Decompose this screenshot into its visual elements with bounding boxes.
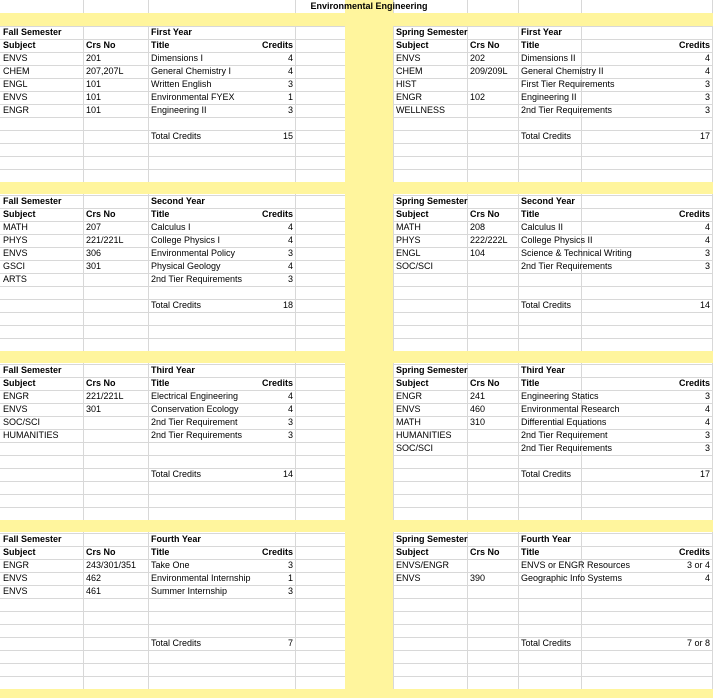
course-credits: 4 [287,235,293,245]
course-number: 241 [470,391,486,401]
title-header: Title [151,40,170,50]
total-credits-value: 7 or 8 [686,638,710,648]
credits-header: Credits [678,40,710,50]
year-label: Fourth Year [151,534,201,544]
course-subject: ENGR [3,560,30,570]
course-subject: MATH [396,417,421,427]
crs-no-header: Crs No [86,378,116,388]
crs-no-header: Crs No [470,209,500,219]
total-credits-value: 17 [699,131,710,141]
subject-header: Subject [3,547,36,557]
course-number: 207 [86,222,102,232]
course-credits: 4 [287,222,293,232]
spring-semester-label: Spring Semester [396,196,468,206]
course-subject: ENGL [3,79,28,89]
course-credits: 1 [287,573,293,583]
grid-vline [148,0,149,698]
total-credits-label: Total Credits [151,300,202,310]
subject-header: Subject [396,378,429,388]
course-number: 306 [86,248,102,258]
course-credits: 3 [287,417,293,427]
subject-header: Subject [3,40,36,50]
course-number: 209/209L [470,66,508,76]
fall-semester-label: Fall Semester [3,534,62,544]
course-number: 101 [86,79,102,89]
year-label: Second Year [521,196,575,206]
yellow-band [0,351,713,363]
course-subject: ENVS [3,248,28,258]
course-number: 460 [470,404,486,414]
year-label: Second Year [151,196,205,206]
course-number [86,273,146,286]
course-number: 390 [470,573,486,583]
course-subject: CHEM [396,66,423,76]
course-subject: PHYS [396,235,421,245]
credits-header: Credits [678,209,710,219]
course-number: 202 [470,53,486,63]
course-number: 462 [86,573,102,583]
course-title: Take One [151,560,190,570]
course-subject: ENVS [3,586,28,596]
course-number: 207,207L [86,66,124,76]
course-credits: 4 [704,235,710,245]
crs-no-header: Crs No [86,40,116,50]
course-credits: 4 [704,404,710,414]
course-subject: HIST [396,79,417,89]
course-title: 2nd Tier Requirement [521,430,608,440]
course-subject: ARTS [3,274,27,284]
course-title: Differential Equations [521,417,607,427]
course-title: Dimensions I [151,53,204,63]
total-credits-label: Total Credits [521,131,572,141]
course-subject: ENVS [396,404,421,414]
credits-header: Credits [261,547,293,557]
course-credits: 4 [287,66,293,76]
total-credits-value: 14 [699,300,710,310]
total-credits-value: 18 [282,300,293,310]
course-number: 222/222L [470,235,508,245]
credits-header: Credits [261,378,293,388]
course-subject: ENGR [3,105,30,115]
total-credits-value: 14 [282,469,293,479]
title-header: Title [521,209,540,219]
crs-no-header: Crs No [470,378,500,388]
course-credits: 3 or 4 [686,560,710,570]
course-subject: SOC/SCI [396,443,434,453]
course-credits: 4 [287,53,293,63]
subject-header: Subject [3,209,36,219]
course-number: 101 [86,92,102,102]
course-title: Written English [151,79,212,89]
title-header: Title [521,378,540,388]
grid-vline [83,0,84,698]
total-credits-label: Total Credits [521,300,572,310]
course-credits: 3 [704,391,710,401]
crs-no-header: Crs No [86,209,116,219]
yellow-divider-column [345,0,393,698]
course-number: 310 [470,417,486,427]
course-credits: 3 [704,92,710,102]
course-credits: 3 [704,105,710,115]
subject-header: Subject [396,209,429,219]
course-credits: 3 [287,586,293,596]
total-credits-label: Total Credits [151,469,202,479]
yellow-band [0,520,713,532]
course-number: 208 [470,222,486,232]
course-number: 104 [470,248,486,258]
spring-semester-label: Spring Semester [396,365,468,375]
course-title: 2nd Tier Requirements [151,430,243,440]
course-credits: 4 [287,391,293,401]
course-number: 221/221L [86,391,124,401]
total-credits-label: Total Credits [521,638,572,648]
subject-header: Subject [3,378,36,388]
course-credits: 3 [287,105,293,115]
credits-header: Credits [261,40,293,50]
total-credits-label: Total Credits [151,131,202,141]
credits-header: Credits [678,378,710,388]
course-title: Geographic Info Systems [521,573,623,583]
course-number [86,416,146,429]
course-subject: ENGR [3,391,30,401]
total-credits-value: 7 [287,638,293,648]
course-title: ENVS or ENGR Resources [521,560,631,570]
course-title: 2nd Tier Requirements [521,261,613,271]
total-credits-label: Total Credits [521,469,572,479]
course-credits: 4 [704,222,710,232]
course-number: 243/301/351 [86,560,137,570]
course-credits: 3 [704,261,710,271]
title-header: Title [151,209,170,219]
title-header: Title [151,378,170,388]
course-subject: SOC/SCI [3,417,41,427]
course-title: First Tier Requirements [521,79,615,89]
course-subject: PHYS [3,235,28,245]
course-number: 301 [86,261,102,271]
course-subject: MATH [3,222,28,232]
course-title: Engineering II [151,105,207,115]
course-credits: 4 [704,66,710,76]
year-label: Fourth Year [521,534,571,544]
course-subject: ENVS [396,573,421,583]
course-subject: ENVS [3,573,28,583]
course-credits: 3 [704,79,710,89]
year-label: Third Year [151,365,195,375]
course-credits: 3 [287,274,293,284]
total-credits-value: 15 [282,131,293,141]
course-title: Conservation Ecology [151,404,239,414]
course-subject: HUMANITIES [3,430,59,440]
credits-header: Credits [261,209,293,219]
course-number [86,429,146,442]
course-credits: 3 [287,560,293,570]
course-credits: 4 [704,417,710,427]
course-subject: ENGR [396,92,423,102]
course-credits: 3 [287,248,293,258]
crs-no-header: Crs No [470,547,500,557]
course-title: Engineering II [521,92,577,102]
total-credits-value: 17 [699,469,710,479]
fall-semester-label: Fall Semester [3,196,62,206]
course-credits: 4 [287,261,293,271]
course-credits: 3 [704,430,710,440]
course-subject: MATH [396,222,421,232]
year-label: First Year [151,27,192,37]
credits-header: Credits [678,547,710,557]
yellow-band [0,13,713,26]
course-title: Summer Internship [151,586,228,596]
course-title: Environmental Research [521,404,620,414]
course-credits: 3 [704,248,710,258]
spring-semester-label: Spring Semester [396,27,468,37]
course-subject: WELLNESS [396,105,446,115]
course-subject: ENVS [396,53,421,63]
course-title: Calculus II [521,222,564,232]
course-subject: SOC/SCI [396,261,434,271]
course-title: Calculus I [151,222,191,232]
course-title: 2nd Tier Requirement [151,417,238,427]
course-title: Engineering Statics [521,391,599,401]
course-title: Electrical Engineering [151,391,239,401]
course-subject: HUMANITIES [396,430,452,440]
subject-header: Subject [396,547,429,557]
course-number: 101 [86,105,102,115]
course-title: General Chemistry I [151,66,232,76]
course-credits: 4 [704,53,710,63]
course-number: 301 [86,404,102,414]
course-number: 221/221L [86,235,124,245]
course-title: 2nd Tier Requirements [521,443,613,453]
year-label: Third Year [521,365,565,375]
course-title: 2nd Tier Requirements [521,105,613,115]
course-title: General Chemistry II [521,66,604,76]
course-credits: 3 [287,430,293,440]
subject-header: Subject [396,40,429,50]
course-title: Environmental FYEX [151,92,235,102]
year-label: First Year [521,27,562,37]
course-number: 201 [86,53,102,63]
course-subject: ENVS [3,404,28,414]
title-header: Title [151,547,170,557]
course-number: 461 [86,586,102,596]
crs-no-header: Crs No [470,40,500,50]
course-title: College Physics II [521,235,593,245]
course-subject: ENVS/ENGR [396,560,450,570]
course-title: College Physics I [151,235,221,245]
course-credits: 4 [704,573,710,583]
course-credits: 3 [287,79,293,89]
course-title: Environmental Internship [151,573,251,583]
course-title: Environmental Policy [151,248,236,258]
course-credits: 4 [287,404,293,414]
fall-semester-label: Fall Semester [3,365,62,375]
course-title: Dimensions II [521,53,576,63]
course-credits: 1 [287,92,293,102]
course-title: Physical Geology [151,261,221,271]
yellow-band [0,182,713,194]
crs-no-header: Crs No [86,547,116,557]
fall-semester-label: Fall Semester [3,27,62,37]
title-header: Title [521,547,540,557]
course-subject: GSCI [3,261,26,271]
course-subject: ENGR [396,391,423,401]
course-credits: 3 [704,443,710,453]
course-title: Science & Technical Writing [521,248,632,258]
course-subject: ENVS [3,53,28,63]
course-subject: ENGL [396,248,421,258]
title-header: Title [521,40,540,50]
course-subject: CHEM [3,66,30,76]
course-title: 2nd Tier Requirements [151,274,243,284]
spring-semester-label: Spring Semester [396,534,468,544]
course-number: 102 [470,92,486,102]
sheet-title: Environmental Engineering [310,1,428,11]
yellow-band [0,689,713,698]
total-credits-label: Total Credits [151,638,202,648]
grid-vline [393,0,394,698]
course-subject: ENVS [3,92,28,102]
